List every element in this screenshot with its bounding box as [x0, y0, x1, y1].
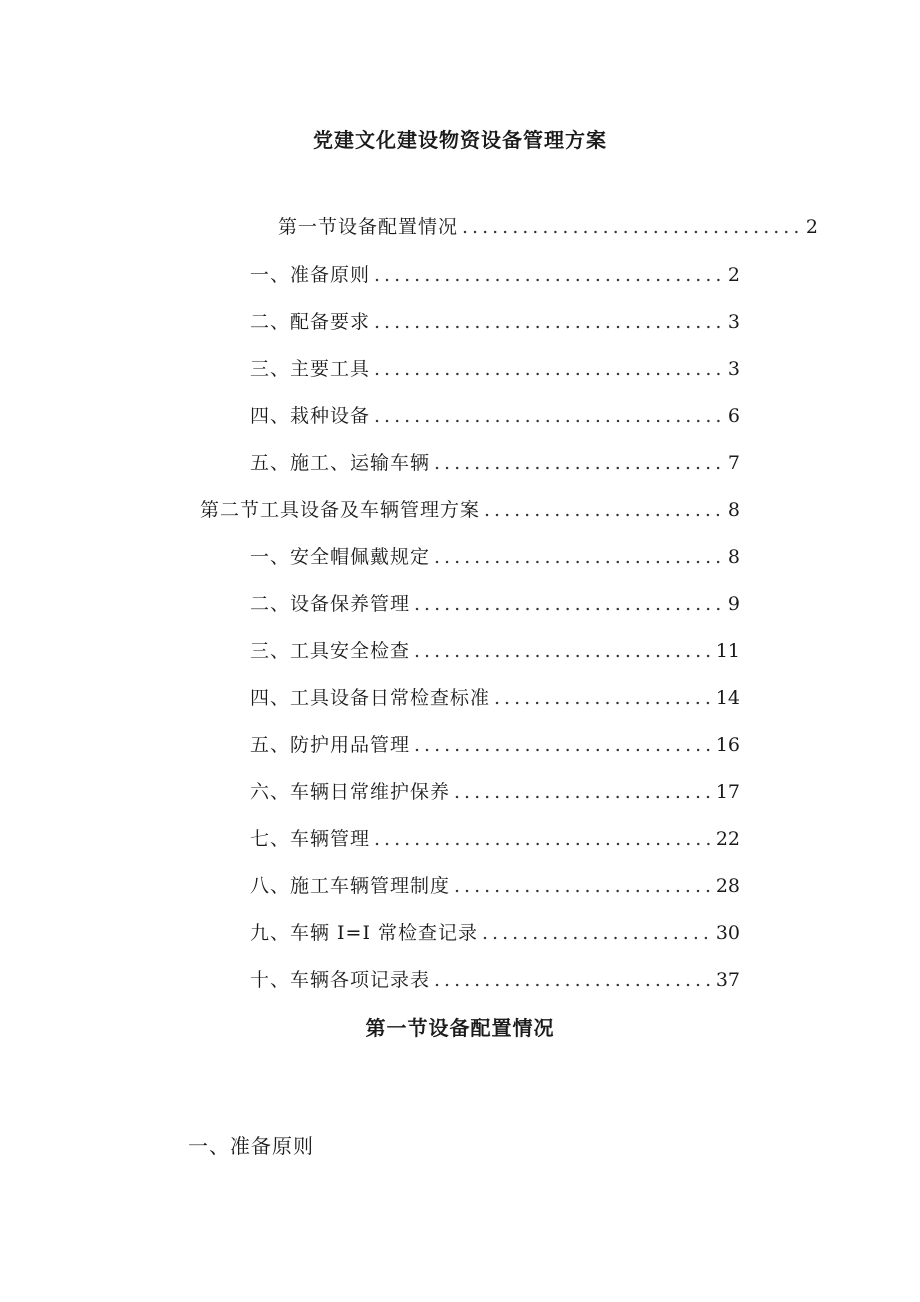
toc-entry[interactable] [250, 448, 740, 478]
toc-entry[interactable] [200, 495, 740, 525]
toc-leader-dots [454, 777, 714, 807]
toc-leader-dots [414, 589, 726, 619]
toc-page-number: 11 [715, 640, 740, 662]
toc-entry-label: 二、设备保养管理 [250, 593, 411, 615]
toc-entry-label: 一、准备原则 [250, 264, 371, 286]
toc-entry-label: 第一节设备配置情况 [278, 216, 459, 238]
toc-entry-label: 第二节工具设备及车辆管理方案 [200, 499, 481, 521]
toc-page-number: 8 [727, 546, 740, 568]
toc-leader-dots [374, 307, 726, 337]
toc-leader-dots [484, 495, 726, 525]
toc-leader-dots [482, 918, 714, 948]
toc-page-number: 9 [727, 593, 740, 615]
toc-entry[interactable] [278, 212, 818, 242]
toc-entry-label: 二、配备要求 [250, 311, 371, 333]
toc-entry[interactable] [250, 965, 740, 995]
toc-leader-dots [374, 354, 726, 384]
toc-page-number: 8 [727, 499, 740, 521]
toc-page-number: 3 [727, 311, 740, 333]
toc-page-number: 7 [727, 452, 740, 474]
toc-entry[interactable] [250, 401, 740, 431]
sub-heading: 一、准备原则 [188, 1134, 314, 1158]
toc-page-number: 2 [805, 216, 818, 238]
toc-entry-label: 八、施工车辆管理制度 [250, 875, 451, 897]
toc-entry[interactable] [250, 589, 740, 619]
toc-entry-label: 十、车辆各项记录表 [250, 969, 431, 991]
toc-leader-dots [414, 636, 714, 666]
toc-page-number: 6 [727, 405, 740, 427]
toc-entry[interactable] [250, 683, 740, 713]
toc-leader-dots [374, 260, 726, 290]
toc-entry-label: 四、栽种设备 [250, 405, 371, 427]
toc-leader-dots [434, 448, 726, 478]
toc-entry-label: 五、防护用品管理 [250, 734, 411, 756]
toc-leader-dots [434, 965, 714, 995]
toc-entry-label: 七、车辆管理 [250, 828, 371, 850]
toc-leader-dots [434, 542, 726, 572]
toc-entry[interactable] [250, 824, 740, 854]
toc-entry[interactable] [250, 260, 740, 290]
toc-page-number: 14 [715, 687, 740, 709]
toc-entry-label: 九、车辆 I=I 常检查记录 [250, 922, 479, 944]
section-heading: 第一节设备配置情况 [365, 1016, 555, 1040]
toc-leader-dots [462, 212, 804, 242]
toc-entry[interactable] [250, 918, 740, 948]
toc-leader-dots [374, 401, 726, 431]
toc-leader-dots [374, 824, 714, 854]
toc-entry-label: 四、工具设备日常检查标准 [250, 687, 491, 709]
toc-page-number: 30 [715, 922, 740, 944]
toc-entry[interactable] [250, 730, 740, 760]
toc-leader-dots [414, 730, 714, 760]
toc-entry-label: 六、车辆日常维护保养 [250, 781, 451, 803]
toc-page-number: 22 [715, 828, 740, 850]
toc-entry-label: 一、安全帽佩戴规定 [250, 546, 431, 568]
document-title: 党建文化建设物资设备管理方案 [313, 128, 607, 152]
toc-leader-dots [454, 871, 714, 901]
toc-page-number: 28 [715, 875, 740, 897]
toc-entry[interactable] [250, 354, 740, 384]
toc-entry[interactable] [250, 777, 740, 807]
toc-leader-dots [494, 683, 714, 713]
toc-entry-label: 三、工具安全检查 [250, 640, 411, 662]
toc-page-number: 2 [727, 264, 740, 286]
toc-entry[interactable] [250, 871, 740, 901]
toc-entry-label: 五、施工、运输车辆 [250, 452, 431, 474]
toc-page-number: 17 [715, 781, 740, 803]
toc-entry-label: 三、主要工具 [250, 358, 371, 380]
toc-page-number: 3 [727, 358, 740, 380]
toc-entry[interactable] [250, 542, 740, 572]
toc-entry[interactable] [250, 636, 740, 666]
toc-entry[interactable] [250, 307, 740, 337]
toc-page-number: 37 [715, 969, 740, 991]
toc-page-number: 16 [715, 734, 740, 756]
